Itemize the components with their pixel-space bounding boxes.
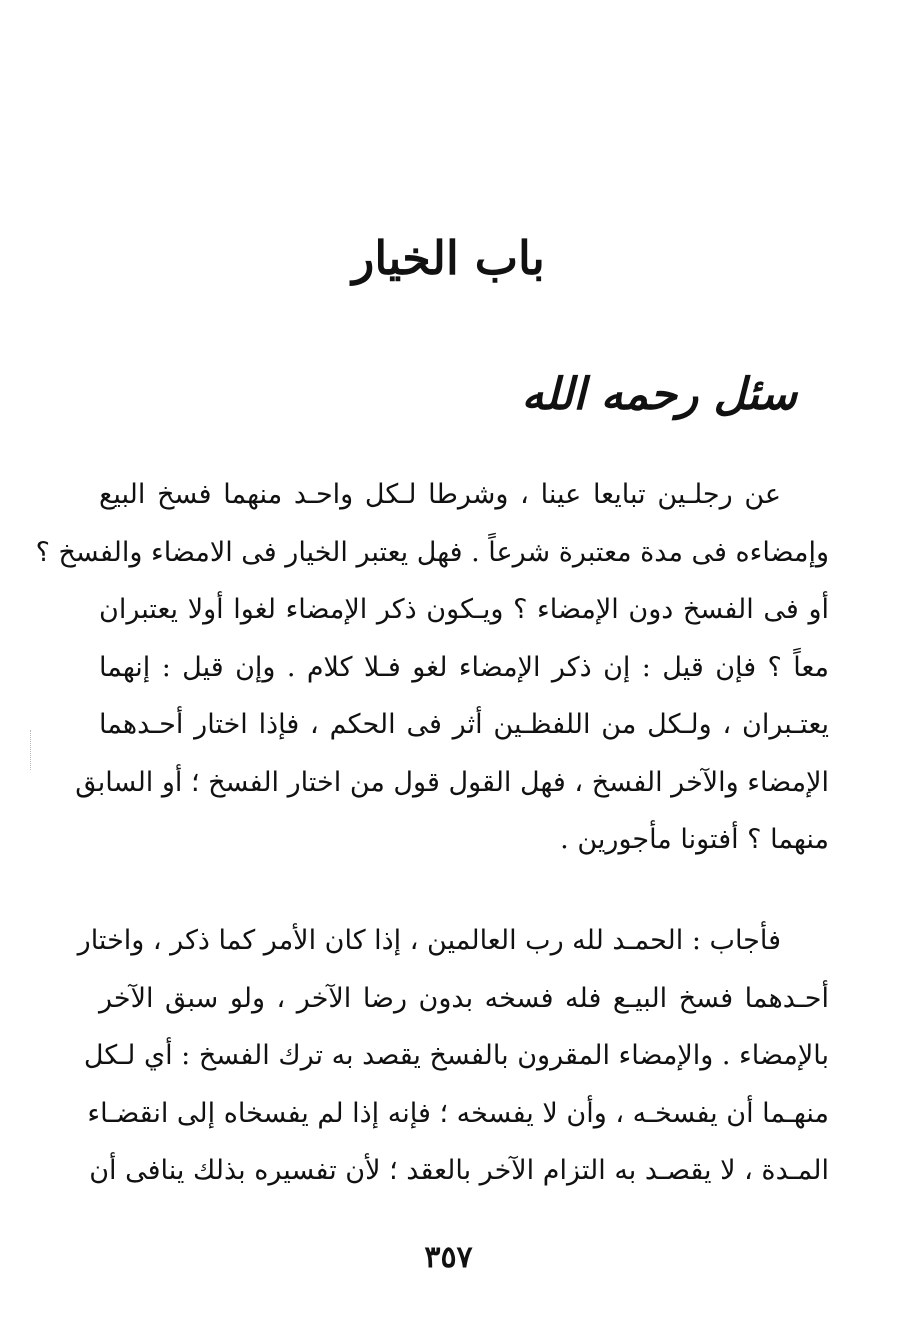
question-line: معاً ؟ فإن قيل : إن ذكر الإمضاء لغو فـلا كلام . وإن قيل : إنهما: [99, 651, 829, 683]
question-line: منهما ؟ أفتونا مأجورين .: [560, 824, 829, 855]
answer-paragraph: [77, 912, 829, 1200]
chapter-title: باب الخيار: [352, 231, 545, 285]
question-line: أو فى الفسخ دون الإمضاء ؟ ويـكون ذكر الإمضاء لغوا أولا يعتبران: [99, 594, 829, 625]
question-line: يعتـبران ، ولـكل من اللفظـين أثر فى الحكم ، فإذا اختار أحـدهما: [99, 709, 829, 740]
page-number: ٣٥٧: [424, 1240, 473, 1275]
question-heading: سئل رحمه الله: [521, 369, 797, 420]
question-line: الإمضاء والآخر الفسخ ، فهل القول قول من اختار الفسخ ؛ أو السابق: [75, 766, 829, 798]
answer-line: بالإمضاء . والإمضاء المقرون بالفسخ يقصد به ترك الفسخ : أي لـكل: [83, 1040, 829, 1071]
answer-line: المـدة ، لا يقصـد به التزام الآخر بالعقد ؛ لأن تفسيره بذلك ينافى أن: [89, 1155, 829, 1186]
answer-line: فأجاب : الحمـد لله رب العالمين ، إذا كان الأمر كما ذكر ، واختار: [77, 925, 781, 956]
answer-line: منهـما أن يفسخـه ، وأن لا يفسخه ؛ فإنه إذا لم يفسخاه إلى انقضـاء: [87, 1097, 829, 1129]
question-paragraph: [35, 466, 829, 869]
question-line: وإمضاءه فى مدة معتبرة شرعاً . فهل يعتبر الخيار فى الامضاء والفسخ ؟: [35, 536, 829, 568]
answer-line: أحـدهما فسخ البيـع فله فسخه بدون رضا الآخر ، ولو سبق الآخر: [99, 982, 829, 1014]
margin-dotted-mark: [30, 730, 39, 770]
question-line: عن رجلـين تبايعا عينا ، وشرطا لـكل واحـد منهما فسخ البيع: [99, 479, 781, 510]
